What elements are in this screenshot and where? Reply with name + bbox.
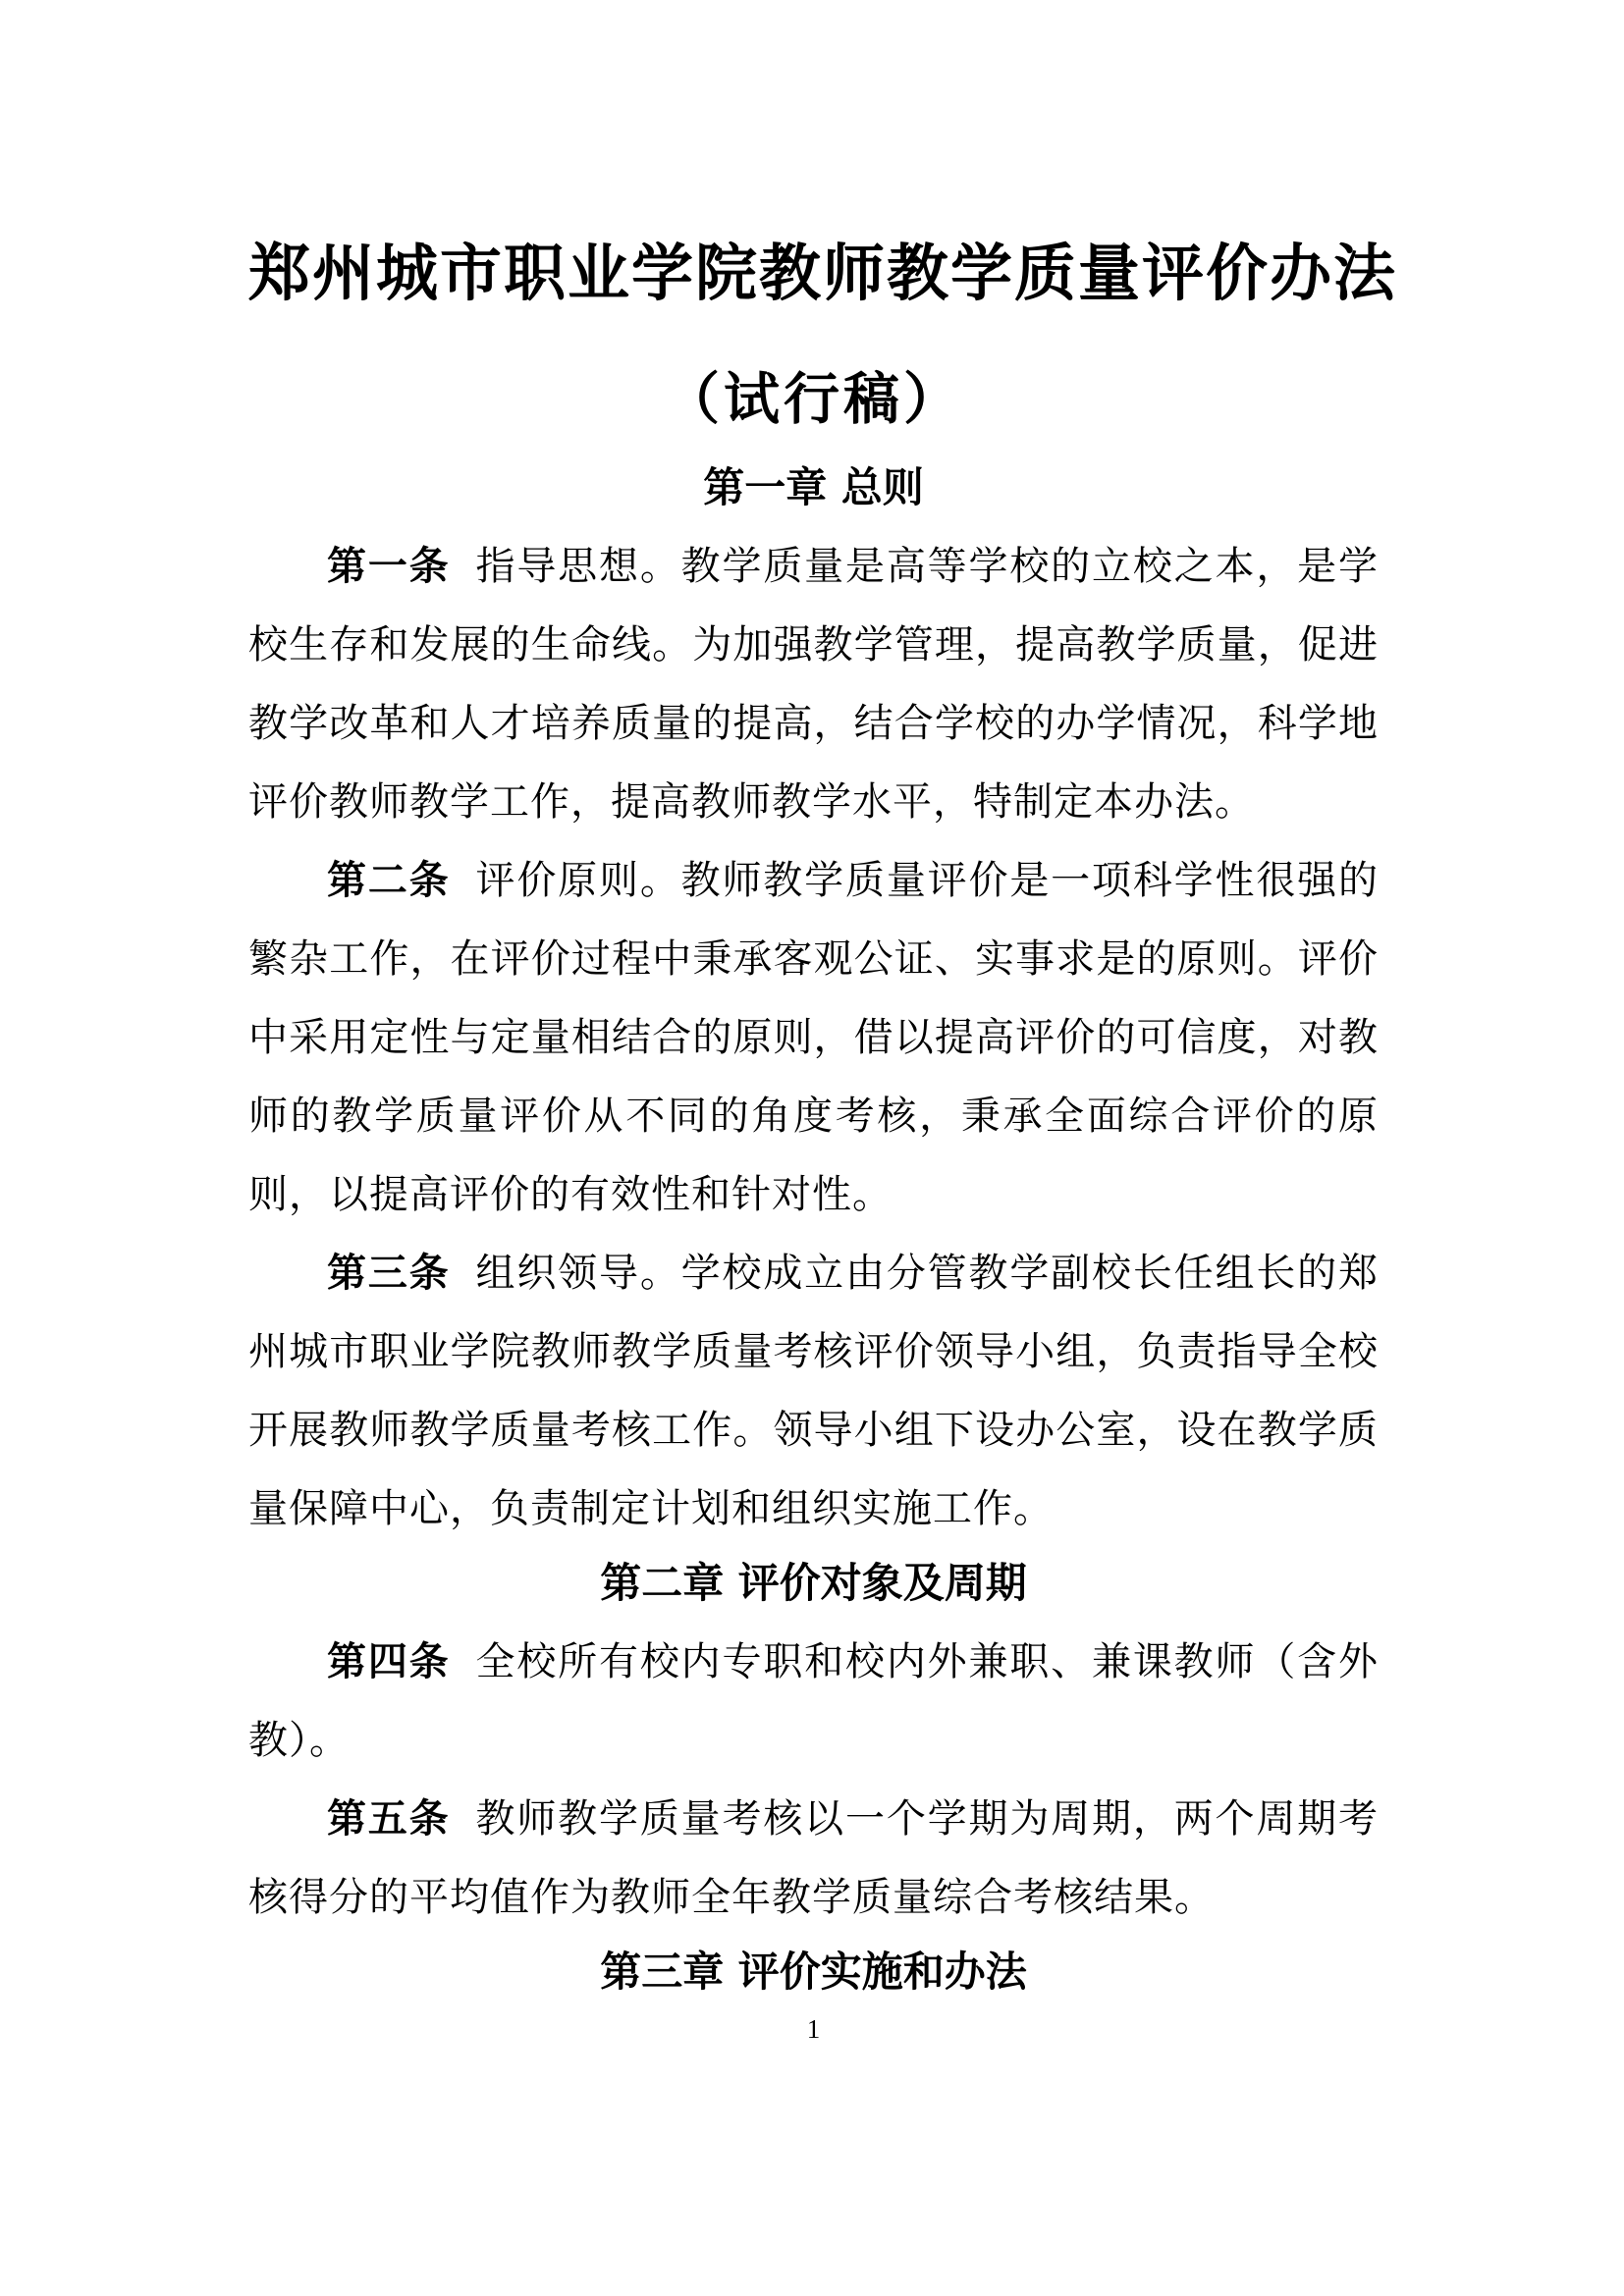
chapter-heading-1: 第一章 总则: [703, 462, 924, 511]
document-title: 郑州城市职业学院教师教学质量评价办法: [248, 237, 1397, 309]
article-4: [248, 1623, 1379, 1780]
article-2: [248, 841, 1379, 1234]
article-3-text: 组织领导。学校成立由分管教学副校长任组长的郑州城市职业学院教师教学质量考核评价领导小组，负责指导全校开展教师教学质量考核工作。领导小组下设办公室，设在教学质量保障中心，负责制定计划和组织实施工作。: [248, 1251, 1379, 1531]
chapter-heading-2: 第二章 评价对象及周期: [600, 1559, 1027, 1608]
article-5-text: 教师教学质量考核以一个学期为周期，两个周期考核得分的平均值作为教师全年教学质量综合考核结果。: [248, 1796, 1379, 1920]
article-1-label: 第一条: [327, 544, 451, 590]
article-1-text: 指导思想。教学质量是高等学校的立校之本，是学校生存和发展的生命线。为加强教学管理，提高教学质量，促进教学改革和人才培养质量的提高，结合学校的办学情况，科学地评价教师教学工作，提高教师教学水平，特制定本办法。: [248, 544, 1379, 825]
page-number: 1: [806, 2014, 821, 2045]
article-4-text: 全校所有校内专职和校内外兼职、兼课教师（含外教）。: [248, 1639, 1379, 1763]
article-1: [248, 527, 1379, 841]
article-4-label: 第四条: [327, 1639, 451, 1685]
document-subtitle: （试行稿）: [664, 366, 963, 433]
chapter-heading-3: 第三章 评价实施和办法: [600, 1948, 1027, 1997]
article-5-label: 第五条: [327, 1796, 451, 1842]
article-2-text: 评价原则。教师教学质量评价是一项科学性很强的繁杂工作，在评价过程中秉承客观公证、实事求是的原则。评价中采用定性与定量相结合的原则，借以提高评价的可信度，对教师的教学质量评价从不同的角度考核，秉承全面综合评价的原则，以提高评价的有效性和针对性。: [248, 858, 1379, 1217]
article-2-label: 第二条: [327, 858, 451, 904]
article-3: [248, 1234, 1379, 1548]
article-3-label: 第三条: [327, 1251, 451, 1297]
article-5: [248, 1780, 1379, 1937]
